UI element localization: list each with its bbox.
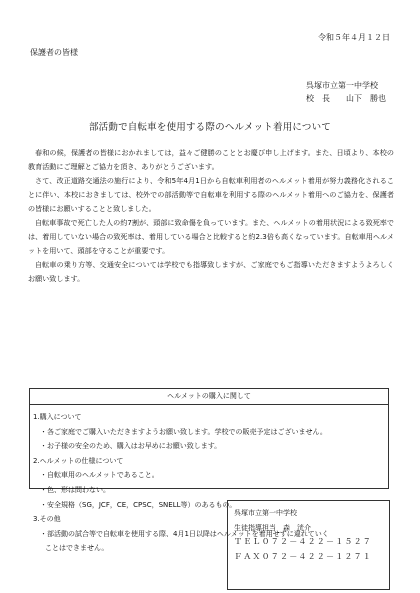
- body-paragraph: 春和の候，保護者の皆様におかれましては，益々ご健勝のこととお慶び申し上げます。また、日頃より、本校の教育活動にご理解とご協力を頂き、ありがとうございます。: [28, 148, 394, 171]
- section-item: ・安全規格（SG，JCF，CE，CPSC，SNELL等）のあるもの。: [40, 500, 237, 509]
- sender-block: [306, 79, 386, 105]
- contact-person: 生徒指導担当 森 洸介: [234, 523, 311, 532]
- contact-school: 呉塚市立第一中学校: [234, 509, 297, 517]
- contact-fax: ＦＡＸ０７２－４２２－１２７１: [234, 551, 372, 561]
- section-item: ・自転車用のヘルメットであること。: [40, 471, 159, 480]
- document-body: [28, 146, 394, 286]
- contact-box: [227, 500, 390, 590]
- body-paragraph: さて、改正道路交通法の施行により、令和5年4月1日から自転車利用者のヘルメット着用が努力義務化されることに伴い、本校におきましては、校外での部活動等で自転車を利用する際のヘルメット着用へのご協力を、保護者の皆様にお願いすることと致しました。: [28, 176, 394, 213]
- section-heading: 1.購入について: [33, 413, 82, 421]
- section-item: ・お子様の安全のため、購入はお早めにお願い致します。: [40, 442, 222, 451]
- section-heading: 2.ヘルメットの仕様について: [33, 456, 124, 465]
- contact-tel: ＴＥＬ０７２－４２２－１５２７: [234, 537, 372, 546]
- body-paragraph: 自転車事故で死亡した人の約7割が、頭部に致命傷を負っています。また、ヘルメットの着用状況による致死率では、着用していない場合の致死率は、着用している場合と比較すると約2.3倍も高くなっています。自転車用ヘルメットを用いて、頭部を守ることが重要です。: [28, 218, 394, 255]
- section-heading: 3.その他: [33, 515, 61, 524]
- section-item: ことはできません。: [45, 544, 109, 553]
- body-paragraph: 自転車の乗り方等、交通安全については学校でも指導致しますが、ご家庭でもご指導いただきますようよろしくお願い致します。: [28, 260, 394, 283]
- addressee: 保護者の皆様: [30, 48, 78, 57]
- sender-principal: 校 長 山下 勝也: [306, 94, 386, 103]
- document-date: 令和５年４月１２日: [318, 33, 390, 42]
- purchase-info-title: ヘルメットの購入に関して: [30, 389, 388, 405]
- section-item: ・部活動の試合等で自転車を使用する際、4月1日以降はヘルメットを着用せずに違れていく: [40, 529, 329, 538]
- section-item: ・各ご家庭でご購入いただきますようお願い致します。学校での販売予定はございません。: [40, 427, 327, 436]
- sender-school: 呉塚市立第一中学校: [306, 81, 378, 90]
- section-item: ・色、形は問わない。: [40, 485, 110, 494]
- document-title: 部活動で自転車を使用する際のヘルメット着用について: [88, 122, 332, 133]
